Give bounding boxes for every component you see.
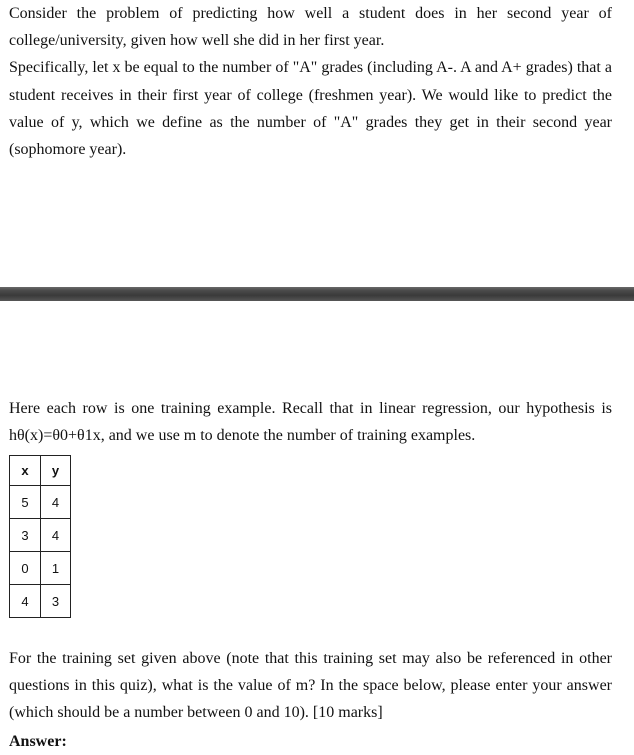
training-set-table (9, 455, 71, 618)
table-row (10, 486, 71, 519)
recall-text-after: , and we use m to denote the number of training examples. (100, 427, 476, 445)
intro-sentence-1: Consider the problem of predicting how well a student does in her second year of college/university, given how well she did in her first year. (9, 5, 612, 50)
table-row (10, 552, 71, 585)
header-y: y (41, 456, 71, 486)
intro-sentence-2: Specifically, let x be equal to the number of "A" grades (including A-. A and A+ grades) that a student receives in their first year of college (freshmen year). We would like to predict the value of y, which we define as the number of "A" grades they get in their second year (sophomore year). (9, 59, 612, 159)
cell-y: 3 (41, 585, 71, 618)
recall-paragraph (9, 395, 612, 449)
cell-y: 1 (41, 552, 71, 585)
recall-text-before: Here each row is one training example. Recall that in linear regression, our hypothesis is (9, 400, 612, 417)
cell-y: 4 (41, 486, 71, 519)
section-divider (0, 287, 634, 301)
hypothesis-formula: hθ(x)=θ0+θ1x (9, 427, 101, 445)
question-text: For the training set given above (note that this training set may also be referenced in other questions in this quiz), what is the value of m? In the space below, please enter your answer (which should be a number between 0 and 10). [10 marks] (9, 650, 612, 722)
answer-label: Answer: (9, 733, 67, 750)
table-header-row (10, 456, 71, 486)
cell-x: 0 (10, 552, 41, 585)
cell-y: 4 (41, 519, 71, 552)
cell-x: 3 (10, 519, 41, 552)
table-row (10, 585, 71, 618)
header-x: x (10, 456, 41, 486)
cell-x: 4 (10, 585, 41, 618)
table-row (10, 519, 71, 552)
cell-x: 5 (10, 486, 41, 519)
problem-intro (9, 0, 612, 163)
